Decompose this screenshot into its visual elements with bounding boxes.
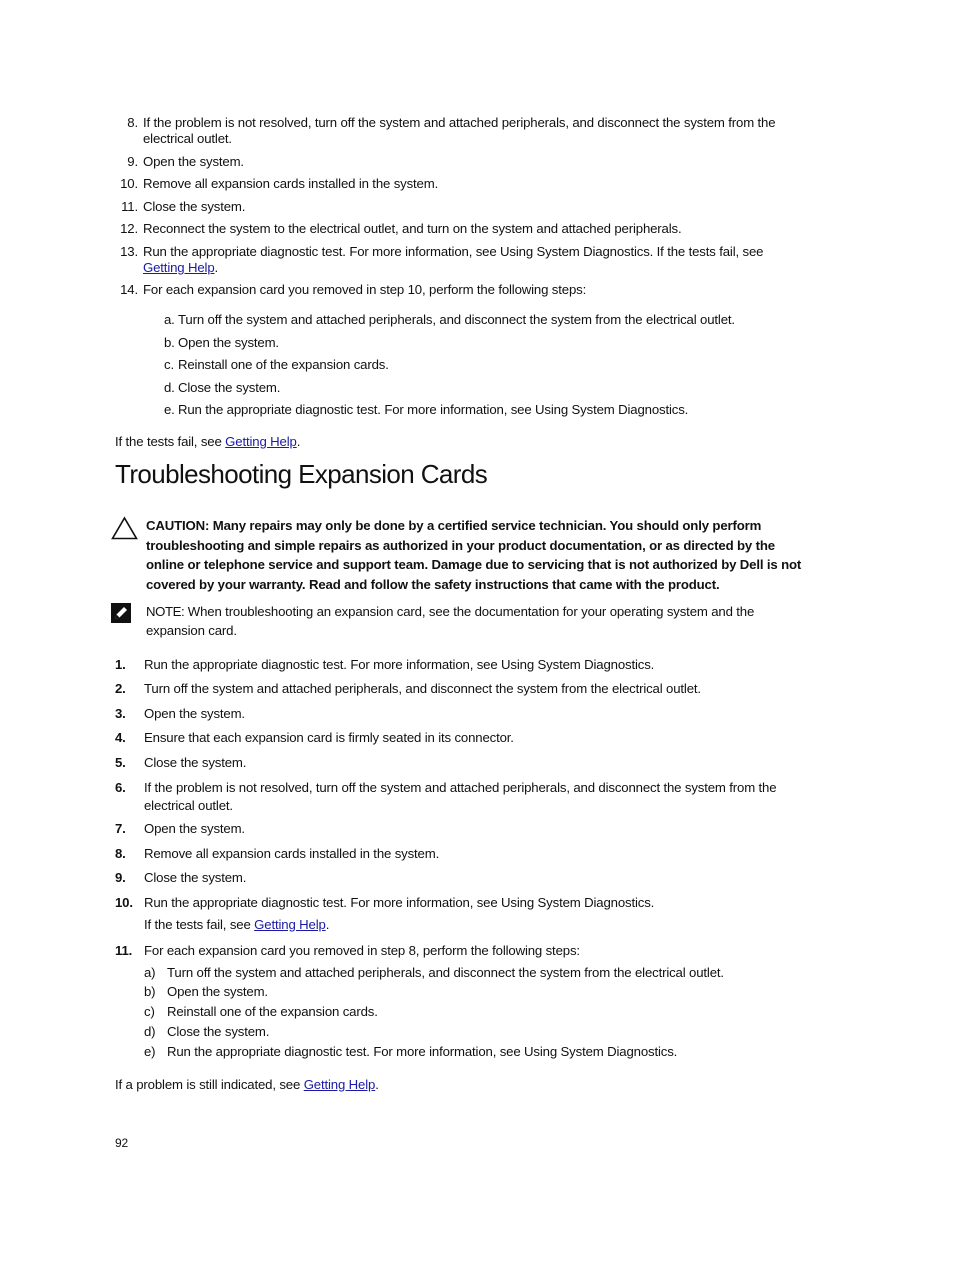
sub-step-item: c) Reinstall one of the expansion cards. xyxy=(144,1004,378,1019)
step-item: 1. Run the appropriate diagnostic test. For more information, see Using System Diagnostics. xyxy=(115,657,655,672)
step-10-tests-fail: If the tests fail, see Getting Help . xyxy=(144,917,330,932)
getting-help-link[interactable]: Getting Help xyxy=(303,1077,376,1092)
caution-message: CAUTION: Many repairs may only be done by a certified service technician. You should only perform troubleshooting and simple repairs as authorized in your product documentation, or as directed by the online or telephone service and support team. Damage due to servicing that is not authorized by Dell is not covered by your warranty. Read and follow the safety instructions that came with the product. xyxy=(146,518,802,592)
list-item: 14. For each expansion card you removed in step 10, perform the following steps: xyxy=(120,282,587,297)
getting-help-link[interactable]: Getting Help xyxy=(225,434,297,449)
step-item: 3. Open the system. xyxy=(115,706,245,721)
note-pencil-icon xyxy=(110,602,132,624)
list-item: 8. If the problem is not resolved, turn off the system and attached peripherals, and disconnect the system from the electrical outlet. xyxy=(127,115,776,146)
step-item: 6. If the problem is not resolved, turn off the system and attached peripherals, and disconnect the system from the electrical outlet. xyxy=(115,780,777,813)
step-item: 8. Remove all expansion cards installed in the system. xyxy=(115,846,440,861)
sub-list-item: c. Reinstall one of the expansion cards. xyxy=(164,357,389,372)
sub-step-item: d) Close the system. xyxy=(144,1024,270,1039)
page-number: 92 xyxy=(115,1136,129,1150)
caution-triangle-icon xyxy=(111,516,138,540)
sub-step-item: b) Open the system. xyxy=(144,984,268,999)
sub-list-item: d. Close the system. xyxy=(164,380,281,395)
section-heading: Troubleshooting Expansion Cards xyxy=(115,459,488,489)
list-item: 12. Reconnect the system to the electrical outlet, and turn on the system and attached peripherals. xyxy=(120,221,682,236)
final-paragraph: If a problem is still indicated, see Getting Help . xyxy=(115,1077,379,1092)
sub-step-item: e) Run the appropriate diagnostic test. For more information, see Using System Diagnostics. xyxy=(144,1044,678,1059)
step-item: 11. For each expansion card you removed in step 8, perform the following steps: xyxy=(115,943,580,958)
sub-step-item: a) Turn off the system and attached peripherals, and disconnect the system from the electrical outlet. xyxy=(144,965,724,980)
sub-list-item: a. Turn off the system and attached peripherals, and disconnect the system from the electrical outlet. xyxy=(164,312,735,327)
tests-fail-paragraph: If the tests fail, see Getting Help . xyxy=(115,434,301,449)
getting-help-link[interactable]: Getting Help xyxy=(143,260,215,275)
note-message: NOTE: When troubleshooting an expansion card, see the documentation for your operating system and the expansion card. xyxy=(146,604,755,638)
step-item: 4. Ensure that each expansion card is firmly seated in its connector. xyxy=(115,730,514,745)
step-item: 5. Close the system. xyxy=(115,755,247,770)
list-item: 13. Run the appropriate diagnostic test. For more information, see Using System Diagnostics. If the tests fail, see Getting Help. xyxy=(120,244,764,275)
sub-list-item: e. Run the appropriate diagnostic test. For more information, see Using System Diagnostics. xyxy=(164,402,689,417)
step-item: 9. Close the system. xyxy=(115,870,247,885)
list-item: 10. Remove all expansion cards installed in the system. xyxy=(120,176,439,191)
step-item: 7. Open the system. xyxy=(115,821,245,836)
list-item: 11. Close the system. xyxy=(121,199,246,214)
step-item: 10. Run the appropriate diagnostic test. For more information, see Using System Diagnostics. xyxy=(115,895,655,910)
getting-help-link[interactable]: Getting Help xyxy=(254,917,326,932)
sub-list-item: b. Open the system. xyxy=(164,335,279,350)
step-item: 2. Turn off the system and attached peripherals, and disconnect the system from the electrical outlet. xyxy=(115,681,701,696)
list-item: 9. Open the system. xyxy=(127,154,244,169)
